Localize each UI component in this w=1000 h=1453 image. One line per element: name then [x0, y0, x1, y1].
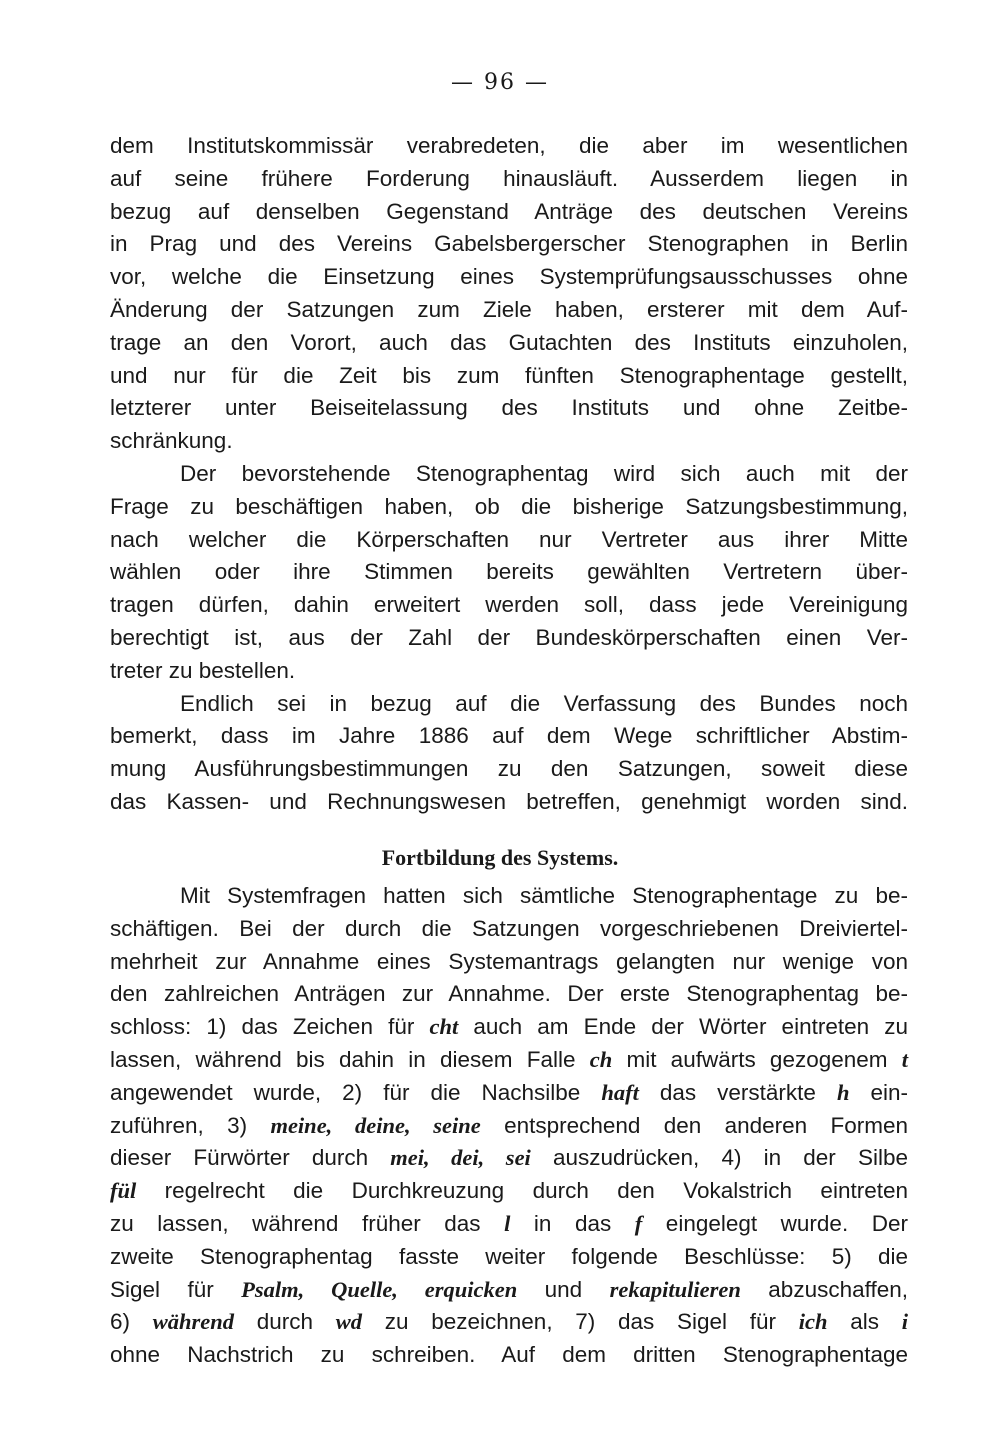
paragraph	[110, 458, 908, 688]
text-run: in das	[510, 1210, 635, 1236]
text-line: zweite Stenographentag fasste weiter folgende Beschlüsse: 5) die	[110, 1243, 908, 1269]
text-line	[110, 1077, 908, 1110]
text-run: entsprechend den anderen Formen	[480, 1112, 908, 1138]
italic-term: f	[634, 1210, 643, 1236]
text-line: das Kassen- und Rechnungswesen betreffen, genehmigt worden sind.	[110, 788, 908, 814]
text-run: regelrecht die Durchkreuzung durch den Vokalstrich eintreten	[136, 1178, 908, 1204]
text-run: lassen, während bis dahin in diesem Falle	[110, 1046, 590, 1072]
text-run: ein-	[849, 1079, 908, 1105]
italic-term: meine, deine, seine	[270, 1112, 481, 1138]
text-line	[110, 1044, 908, 1077]
text-run: eingelegt wurde. Der	[642, 1210, 908, 1236]
text-run: durch	[234, 1309, 336, 1335]
text-line	[110, 1175, 908, 1208]
text-run: zu lassen, während früher das	[110, 1210, 505, 1236]
text-line: ohne Nachstrich zu schreiben. Auf dem dritten Stenographentage	[110, 1342, 908, 1368]
italic-term: rekapitulieren	[609, 1276, 741, 1302]
text-line	[110, 1011, 908, 1044]
text-line: auf seine frühere Forderung hinausläuft. Ausserdem liegen in	[110, 165, 908, 191]
text-line: tragen dürfen, dahin erweitert werden soll, dass jede Vereinigung	[110, 592, 908, 618]
text-line: schränkung.	[110, 428, 233, 454]
paragraph	[110, 130, 908, 458]
body-text-top	[110, 130, 908, 819]
italic-term: mei, dei, sei	[390, 1145, 531, 1171]
text-run: auch am Ende der Wörter eintreten zu	[458, 1014, 909, 1040]
text-line: schäftigen. Bei der durch die Satzungen vorgeschriebenen Dreiviertel-	[110, 915, 908, 941]
text-line: mung Ausführungsbestimmungen zu den Satzungen, soweit diese	[110, 756, 908, 782]
text-line: Endlich sei in bezug auf die Verfassung des Bundes noch	[180, 690, 908, 716]
text-line: und nur für die Zeit bis zum fünften Stenographentage gestellt,	[110, 362, 908, 388]
text-line	[110, 1306, 908, 1339]
text-line	[110, 1274, 908, 1307]
text-line: trage an den Vorort, auch das Gutachten des Instituts einzuholen,	[110, 329, 908, 355]
text-run: zu bezeichnen, 7) das Sigel für	[362, 1309, 799, 1335]
text-line: in Prag und des Vereins Gabelsbergerscher Stenographen in Berlin	[110, 231, 908, 257]
page-number: — 96 —	[451, 70, 549, 95]
text-run: Sigel für	[110, 1276, 242, 1302]
text-line: Der bevorstehende Stenographentag wird sich auch mit der	[180, 460, 908, 486]
text-line	[110, 1208, 908, 1241]
italic-term: l	[504, 1210, 511, 1236]
text-line: bemerkt, dass im Jahre 1886 auf dem Wege schriftlicher Abstim-	[110, 723, 908, 749]
italic-term: h	[836, 1079, 850, 1105]
section-heading: Fortbildung des Systems.	[381, 845, 619, 870]
text-run: angewendet wurde, 2) für die Nachsilbe	[110, 1079, 602, 1105]
text-line: den zahlreichen Anträgen zur Annahme. Der erste Stenographentag be-	[110, 981, 908, 1007]
text-run: und	[517, 1276, 610, 1302]
text-run: zuführen, 3)	[110, 1112, 271, 1138]
text-run: als	[827, 1309, 902, 1335]
text-run: dieser Fürwörter durch	[110, 1145, 391, 1171]
text-line: Änderung der Satzungen zum Ziele haben, ersterer mit dem Auf-	[110, 296, 908, 322]
text-line: Mit Systemfragen hatten sich sämtliche Stenographentage zu be-	[180, 883, 908, 908]
text-run: auszudrücken, 4) in der Silbe	[530, 1145, 908, 1171]
italic-term: t	[901, 1046, 908, 1072]
italic-term: ch	[589, 1046, 613, 1072]
text-run: abzuschaffen,	[740, 1276, 908, 1302]
italic-term: cht	[429, 1014, 459, 1040]
text-line: mehrheit zur Annahme eines Systemantrags gelangten nur wenige von	[110, 948, 908, 974]
italic-term: während	[152, 1309, 235, 1335]
italic-term: haft	[601, 1079, 639, 1105]
text-line: vor, welche die Einsetzung eines Systemprüfungsausschusses ohne	[110, 264, 908, 290]
italic-term: wd	[335, 1309, 363, 1335]
text-line: treter zu bestellen.	[110, 657, 296, 683]
text-line: nach welcher die Körperschaften nur Vertreter aus ihrer Mitte	[110, 526, 908, 552]
text-line: Frage zu beschäftigen haben, ob die bisherige Satzungsbestimmung,	[110, 493, 908, 519]
paragraph	[110, 688, 908, 819]
text-run: das verstärkte	[638, 1079, 837, 1105]
text-line: letzterer unter Beiseitelassung des Instituts und ohne Zeitbe-	[110, 395, 908, 421]
text-line: bezug auf denselben Gegenstand Anträge des deutschen Vereins	[110, 198, 908, 224]
text-run: mit aufwärts gezogenem	[612, 1046, 902, 1072]
text-line: dem Institutskommissär verabredeten, die aber im wesentlichen	[110, 133, 908, 158]
italic-term: fül	[110, 1178, 137, 1204]
text-line	[110, 1110, 908, 1143]
italic-term: ich	[798, 1309, 828, 1335]
italic-term: i	[901, 1309, 908, 1335]
italic-term: Psalm, Quelle, erquicken	[241, 1276, 518, 1302]
text-line	[110, 1142, 908, 1175]
text-line: wählen oder ihre Stimmen bereits gewählten Vertretern über-	[110, 559, 908, 585]
text-line: berechtigt ist, aus der Zahl der Bundeskörperschaften einen Ver-	[110, 624, 908, 650]
text-run: 6)	[110, 1309, 153, 1335]
text-run: schloss: 1) das Zeichen für	[110, 1014, 430, 1040]
body-text-section	[110, 880, 908, 1372]
